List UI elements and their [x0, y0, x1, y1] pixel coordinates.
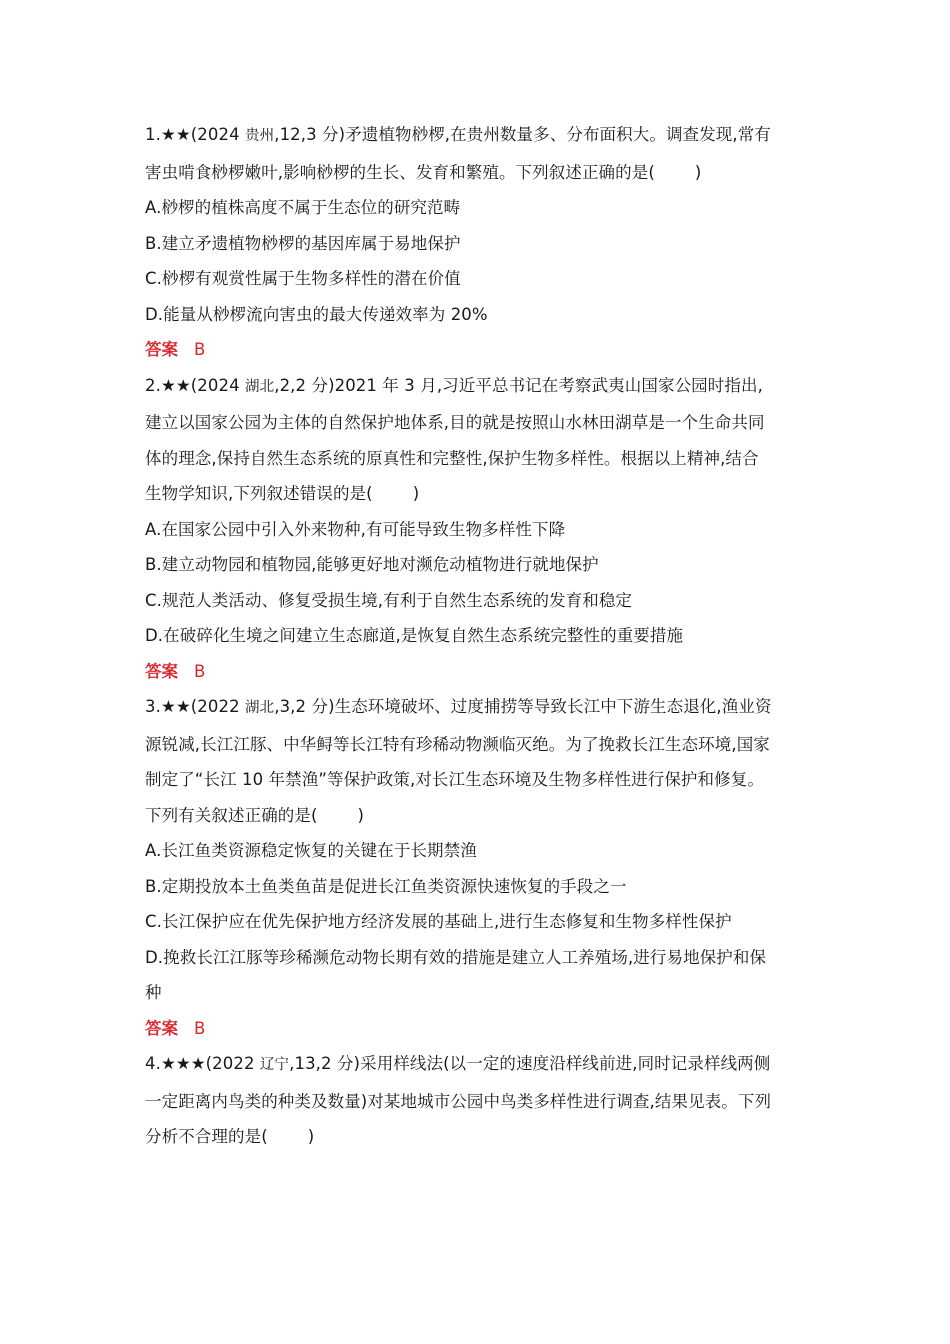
- answer-value: B: [194, 1018, 206, 1038]
- source-open: (2022: [190, 697, 246, 716]
- option-b: B.建立矛遗植物桫椤的基因库属于易地保护: [145, 233, 461, 253]
- paren-close: ): [357, 805, 365, 825]
- answer-line: [145, 654, 810, 690]
- question-number: 2.: [145, 375, 161, 395]
- option-d-cont: 种: [145, 983, 162, 1002]
- option-d: D.在破碎化生境之间建立生态廊道,是恢复自然生态系统完整性的重要措施: [145, 626, 684, 645]
- option-b: B.定期投放本土鱼类鱼苗是促进长江鱼类资源快速恢复的手段之一: [145, 876, 627, 896]
- question-stem-line: 体的理念,保持自然生态系统的原真性和完整性,保护生物多样性。根据以上精神,结合: [145, 448, 759, 468]
- option-a: A.在国家公园中引入外来物种,有可能导致生物多样性下降: [145, 519, 566, 539]
- answer-line: [145, 332, 810, 368]
- source-open: (2024: [190, 125, 246, 144]
- question-stem: 生物学知识,下列叙述错误的是(: [145, 484, 373, 503]
- paren-close: ): [307, 1127, 315, 1146]
- question-stem: 采用样线法(以一定的速度沿样线前进,同时记录样线两侧: [360, 1054, 771, 1073]
- question-stem-line: [145, 117, 810, 155]
- answer-value: B: [194, 661, 206, 681]
- source-place: 辽宁: [259, 1057, 290, 1073]
- option-c: C.长江保护应在优先保护地方经济发展的基础上,进行生态修复和生物多样性保护: [145, 912, 732, 931]
- question-4: [145, 1046, 810, 1155]
- option-d: D.挽救长江江豚等珍稀濒危动物长期有效的措施是建立人工养殖场,进行易地保护和保: [145, 947, 767, 967]
- question-stem: 分析不合理的是(: [145, 1127, 268, 1146]
- answer-line: [145, 1011, 810, 1047]
- answer-label: 答案: [145, 1018, 178, 1038]
- question-stem-line: 源锐减,长江江豚、中华鲟等长江特有珍稀动物濒临灭绝。为了挽救长江生态环境,国家: [145, 734, 770, 754]
- difficulty-stars: ★★★: [160, 1054, 206, 1073]
- difficulty-stars: ★★: [160, 375, 191, 395]
- question-stem-line: [145, 798, 810, 834]
- source-rest: ,2,2 分): [274, 375, 335, 395]
- question-stem: 生态环境破坏、过度捕捞等导致长江中下游生态退化,渔业资: [334, 697, 772, 716]
- source-place: 贵州: [245, 128, 275, 144]
- paren-close: ): [412, 484, 420, 503]
- question-stem: 矛遗植物桫椤,在贵州数量多、分布面积大。调查发现,常有: [345, 125, 771, 144]
- question-stem-line: 一定距离内鸟类的种类及数量)对某地城市公园中鸟类多样性进行调查,结果见表。下列: [145, 1091, 772, 1111]
- question-3: [145, 689, 810, 1046]
- question-stem: 2021 年 3 月,习近平总书记在考察武夷山国家公园时指出,: [334, 375, 763, 395]
- question-number: 1.: [145, 125, 161, 144]
- option-b: B.建立动物园和植物园,能够更好地对濒危动植物进行就地保护: [145, 555, 599, 574]
- paren-close: ): [694, 162, 702, 182]
- question-number: 3.: [145, 697, 161, 716]
- question-stem: 害虫啃食桫椤嫩叶,影响桫椤的生长、发育和繁殖。下列叙述正确的是(: [145, 162, 655, 182]
- difficulty-stars: ★★: [160, 697, 191, 716]
- answer-label: 答案: [145, 661, 178, 681]
- option-c: C.桫椤有观赏性属于生物多样性的潜在价值: [145, 269, 461, 288]
- option-a: A.桫椤的植株高度不属于生态位的研究范畴: [145, 198, 461, 217]
- source-rest: ,13,2 分): [289, 1054, 361, 1073]
- question-stem-line: [145, 476, 810, 512]
- source-rest: ,12,3 分): [274, 125, 346, 144]
- question-stem-line: 制定了“长江 10 年禁渔”等保护政策,对长江生态环境及生物多样性进行保护和修复。: [145, 770, 764, 789]
- question-stem: 下列有关叙述正确的是(: [145, 805, 318, 825]
- question-stem-line: [145, 1046, 810, 1084]
- question-stem-line: [145, 155, 810, 191]
- question-stem-line: 建立以国家公园为主体的自然保护地体系,目的就是按照山水林田湖草是一个生命共同: [145, 413, 765, 432]
- question-stem-line: [145, 368, 810, 406]
- source-open: (2024: [190, 375, 246, 395]
- answer-label: 答案: [145, 340, 178, 359]
- question-1: [145, 117, 810, 368]
- source-open: (2022: [205, 1054, 260, 1073]
- question-2: [145, 368, 810, 690]
- source-place: 湖北: [245, 378, 275, 395]
- option-a: A.长江鱼类资源稳定恢复的关键在于长期禁渔: [145, 841, 477, 860]
- source-rest: ,3,2 分): [274, 697, 335, 716]
- option-c: C.规范人类活动、修复受损生境,有利于自然生态系统的发育和稳定: [145, 590, 633, 610]
- question-stem-line: [145, 1119, 810, 1155]
- answer-value: B: [194, 340, 206, 359]
- source-place: 湖北: [245, 700, 275, 716]
- option-d: D.能量从桫椤流向害虫的最大传递效率为 20%: [145, 304, 488, 324]
- question-number: 4.: [145, 1054, 161, 1073]
- question-stem-line: [145, 689, 810, 727]
- difficulty-stars: ★★: [160, 125, 191, 144]
